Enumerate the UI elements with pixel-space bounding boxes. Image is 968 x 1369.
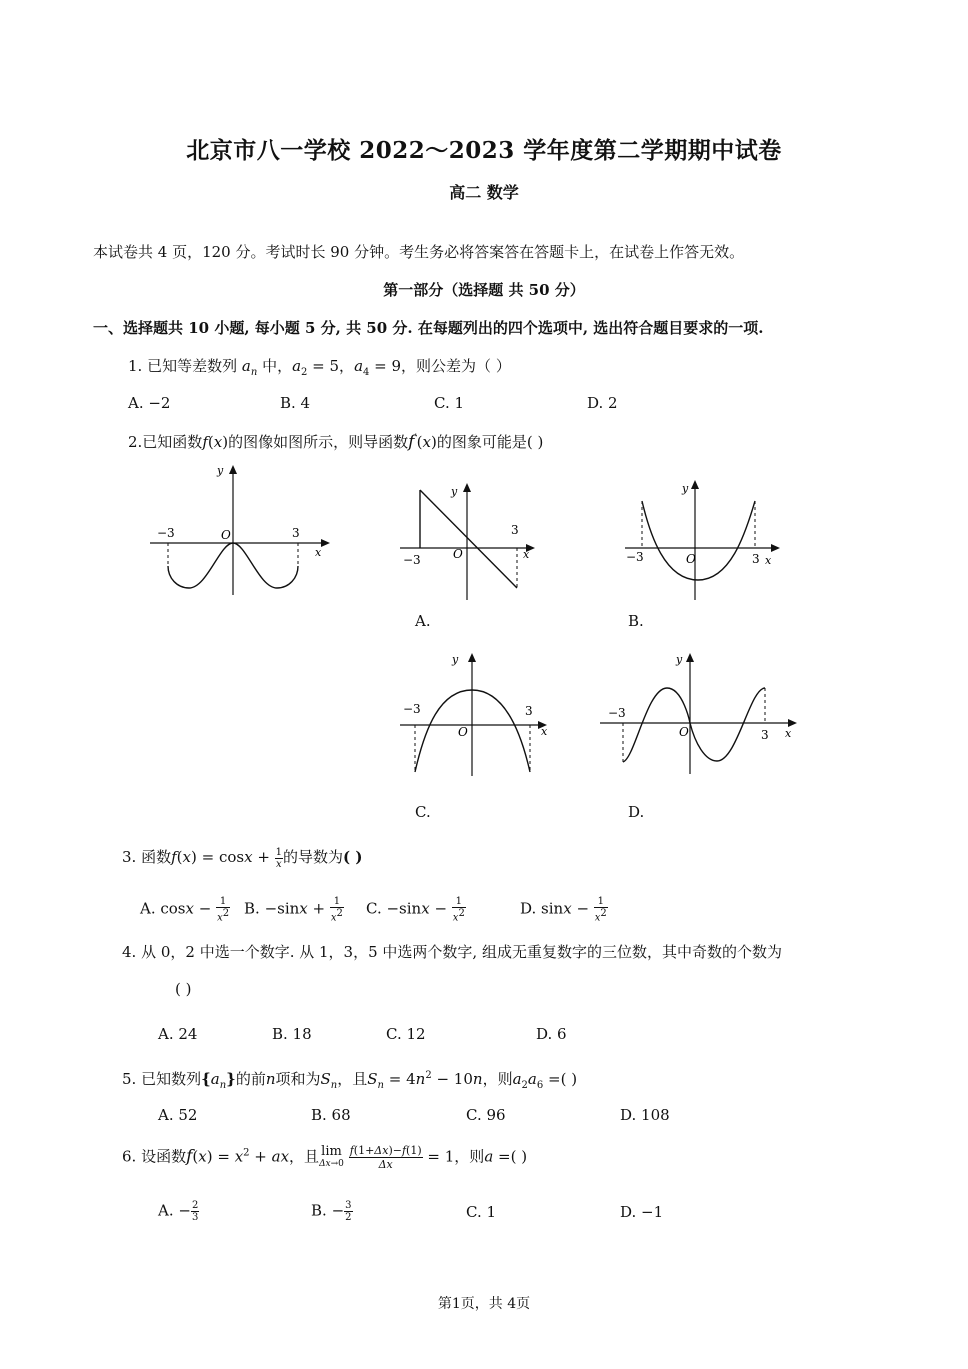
exam-subtitle: 高二 数学 (449, 183, 519, 202)
svg-text:O: O (679, 725, 689, 739)
question-5: 5. 已知数列$\{a_n\}$的前n项和为$S_n$，且$S_n = 4n^2 - 10n$，则$a_2a_6$ =( ) (122, 1070, 578, 1091)
q4-option-a: A. 24 (158, 1025, 198, 1043)
svg-text:3: 3 (761, 728, 769, 742)
q2-label-a: A. (415, 612, 431, 630)
svg-text:O: O (686, 552, 696, 566)
exam-title: 北京市八一学校 2022～2023 学年度第二学期期中试卷 (186, 137, 782, 164)
y-label: y (217, 464, 224, 477)
tick-neg3: −3 (157, 526, 175, 540)
svg-text:3: 3 (511, 523, 519, 537)
graph-option-d (595, 648, 805, 778)
svg-text:y: y (452, 653, 459, 666)
question-1: 1. 已知等差数列 $a_n$ 中，$a_2 = 5$，$a_4 = 9$，则公差为（ ） (128, 357, 511, 378)
svg-text:3: 3 (752, 552, 760, 566)
q5-option-d: D. 108 (620, 1106, 670, 1124)
q1-option-a: A. −2 (128, 394, 171, 412)
section-heading: 一、选择题共 10 小题, 每小题 5 分, 共 50 分. 在每题列出的四个选项中, 选出符合题目要求的一项. (93, 319, 764, 337)
q3-option-a: A. cosx − $\frac{1}{x^2}$ (140, 896, 230, 924)
question-4: 4. 从 0，2 中选一个数字. 从 1，3，5 中选两个数字, 组成无重复数字的三位数，其中奇数的个数为 (122, 943, 782, 961)
svg-text:3: 3 (525, 704, 533, 718)
svg-text:y: y (451, 485, 458, 498)
q6-option-d: D. −1 (620, 1203, 664, 1221)
svg-text:y: y (682, 482, 689, 495)
question-2: 2.已知函数f(x)的图像如图所示，则导函数f′(x)的图象可能是( ) (128, 432, 544, 452)
q3-option-b: B. −sinx + $\frac{1}{x^2}$ (244, 896, 343, 924)
q4-option-d: D. 6 (536, 1025, 567, 1043)
svg-text:−3: −3 (403, 702, 421, 716)
q6-option-c: C. 1 (466, 1203, 497, 1221)
svg-text:−3: −3 (626, 550, 644, 564)
svg-text:−3: −3 (608, 706, 626, 720)
svg-text:O: O (458, 725, 468, 739)
q4-option-b: B. 18 (272, 1025, 312, 1043)
page-footer: 第1页，共 4页 (437, 1296, 531, 1312)
q3-option-d: D. sinx − $\frac{1}{x^2}$ (520, 896, 607, 924)
q1-option-b: B. 4 (280, 394, 311, 412)
q6-option-b: B. − $\frac{3}{2}$ (311, 1200, 352, 1223)
x-label: x (315, 546, 322, 559)
graph-option-c (395, 648, 560, 778)
q5-option-c: C. 96 (466, 1106, 506, 1124)
part-title: 第一部分（选择题 共 50 分） (383, 281, 585, 299)
svg-text:x: x (541, 725, 548, 738)
svg-text:x: x (765, 554, 772, 567)
q4-paren: ( ) (175, 980, 192, 998)
q1-option-d: D. 2 (587, 394, 618, 412)
svg-text:O: O (453, 547, 463, 561)
q6-option-a: A. − $\frac{2}{3}$ (158, 1200, 199, 1223)
svg-text:x: x (785, 727, 792, 740)
svg-text:y: y (676, 653, 683, 666)
q3-option-c: C. −sinx − $\frac{1}{x^2}$ (366, 896, 465, 924)
question-6: 6. 设函数$f(x) = x^2$ + ax，且 lim Δx→0 $\frac{f(1+\Delta x)-f(1)}{\Delta x}$ = 1，则a =( ) (122, 1143, 528, 1171)
q5-option-a: A. 52 (158, 1106, 198, 1124)
graph-fx (145, 460, 345, 600)
question-3: 3. 函数f(x) = cosx + $\frac{1}{x}$ 的导数为( ) (122, 846, 363, 870)
q4-option-c: C. 12 (386, 1025, 426, 1043)
q1-option-c: C. 1 (434, 394, 465, 412)
svg-text:−3: −3 (403, 553, 421, 567)
origin-label: O (221, 528, 231, 542)
exam-instructions: 本试卷共 4 页，120 分。考试时长 90 分钟。考生务必将答案答在答题卡上，在试卷上作答无效。 (93, 243, 745, 261)
q2-label-b: B. (628, 612, 644, 630)
svg-text:x: x (523, 548, 530, 561)
q2-label-d: D. (628, 803, 645, 821)
tick-3: 3 (292, 526, 300, 540)
q5-option-b: B. 68 (311, 1106, 351, 1124)
q2-label-c: C. (415, 803, 431, 821)
graph-option-a (395, 478, 545, 603)
graph-option-b (620, 475, 790, 605)
